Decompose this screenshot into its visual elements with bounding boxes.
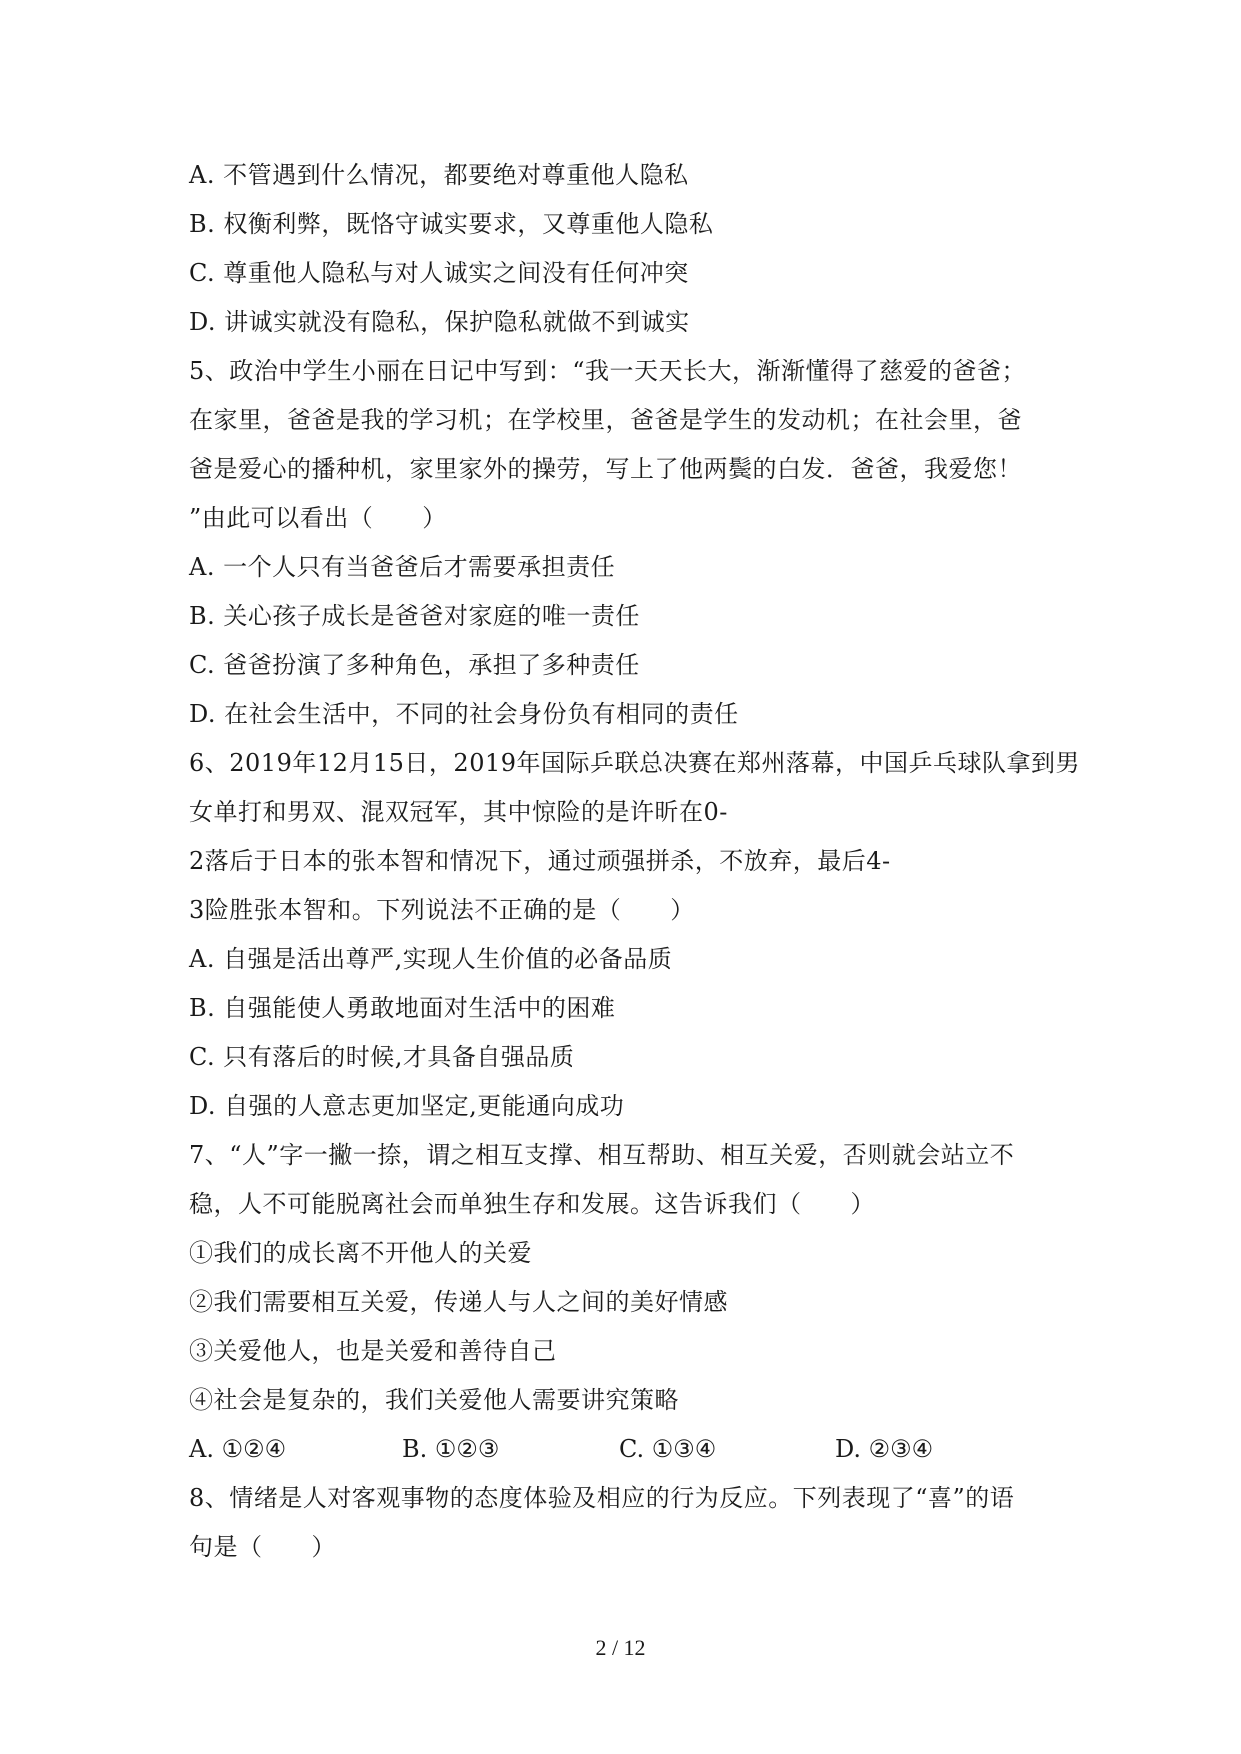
q6-option-d: D. 自强的人意志更加坚定,更能通向成功 [189, 1092, 625, 1120]
q6-stem-line-4: 3险胜张本智和。下列说法不正确的是（ ） [189, 896, 695, 924]
q4-option-a: A. 不管遇到什么情况，都要绝对尊重他人隐私 [189, 161, 689, 189]
q6-option-a: A. 自强是活出尊严,实现人生价值的必备品质 [189, 945, 673, 973]
q7-statement-2: ②我们需要相互关爱，传递人与人之间的美好情感 [189, 1288, 728, 1316]
q7-statement-1: ①我们的成长离不开他人的关爱 [189, 1239, 532, 1267]
q7-stem-line-1: 7、“人”字一撇一捺，谓之相互支撑、相互帮助、相互关爱，否则就会站立不 [189, 1141, 1015, 1169]
q6-stem-line-1: 6、2019年12月15日，2019年国际乒联总决赛在郑州落幕，中国乒乓球队拿到男 [189, 749, 1081, 777]
q8-stem-line-2: 句是（ ） [189, 1533, 336, 1561]
q7-statement-4: ④社会是复杂的，我们关爱他人需要讲究策略 [189, 1386, 679, 1414]
q5-option-d: D. 在社会生活中，不同的社会身份负有相同的责任 [189, 700, 739, 728]
q5-option-b: B. 关心孩子成长是爸爸对家庭的唯一责任 [189, 602, 640, 630]
q7-choice-d: D. ②③④ [835, 1435, 934, 1463]
q7-choice-a: A. ①②④ [189, 1435, 287, 1463]
q7-choice-b: B. ①②③ [402, 1435, 500, 1463]
q7-statement-3: ③关爱他人，也是关爱和善待自己 [189, 1337, 557, 1365]
q5-option-a: A. 一个人只有当爸爸后才需要承担责任 [189, 553, 616, 581]
q6-option-b: B. 自强能使人勇敢地面对生活中的困难 [189, 994, 616, 1022]
q4-option-c: C. 尊重他人隐私与对人诚实之间没有任何冲突 [189, 259, 689, 287]
q5-stem-line-1: 5、政治中学生小丽在日记中写到：“我一天天长大，渐渐懂得了慈爱的爸爸； [189, 357, 1027, 385]
page-number: 2 / 12 [595, 1635, 646, 1660]
q7-choice-c: C. ①③④ [619, 1435, 717, 1463]
q5-stem-line-3: 爸是爱心的播种机，家里家外的操劳，写上了他两鬓的白发．爸爸，我爱您！ [189, 455, 1022, 483]
q5-stem-line-2: 在家里，爸爸是我的学习机；在学校里，爸爸是学生的发动机；在社会里，爸 [189, 406, 1022, 434]
q7-choices [189, 1434, 1089, 1464]
q6-option-c: C. 只有落后的时候,才具备自强品质 [189, 1043, 575, 1071]
q6-stem-line-2: 女单打和男双、混双冠军，其中惊险的是许昕在0- [189, 798, 728, 826]
q5-stem-line-4: ”由此可以看出（ ） [189, 504, 447, 532]
q6-stem-line-3: 2落后于日本的张本智和情况下，通过顽强拼杀，不放弃，最后4- [189, 847, 891, 875]
q8-stem-line-1: 8、情绪是人对客观事物的态度体验及相应的行为反应。下列表现了“喜”的语 [189, 1484, 1015, 1512]
q5-option-c: C. 爸爸扮演了多种角色，承担了多种责任 [189, 651, 640, 679]
q4-option-d: D. 讲诚实就没有隐私，保护隐私就做不到诚实 [189, 308, 690, 336]
q4-option-b: B. 权衡利弊，既恪守诚实要求，又尊重他人隐私 [189, 210, 714, 238]
q7-stem-line-2: 稳，人不可能脱离社会而单独生存和发展。这告诉我们（ ） [189, 1190, 875, 1218]
